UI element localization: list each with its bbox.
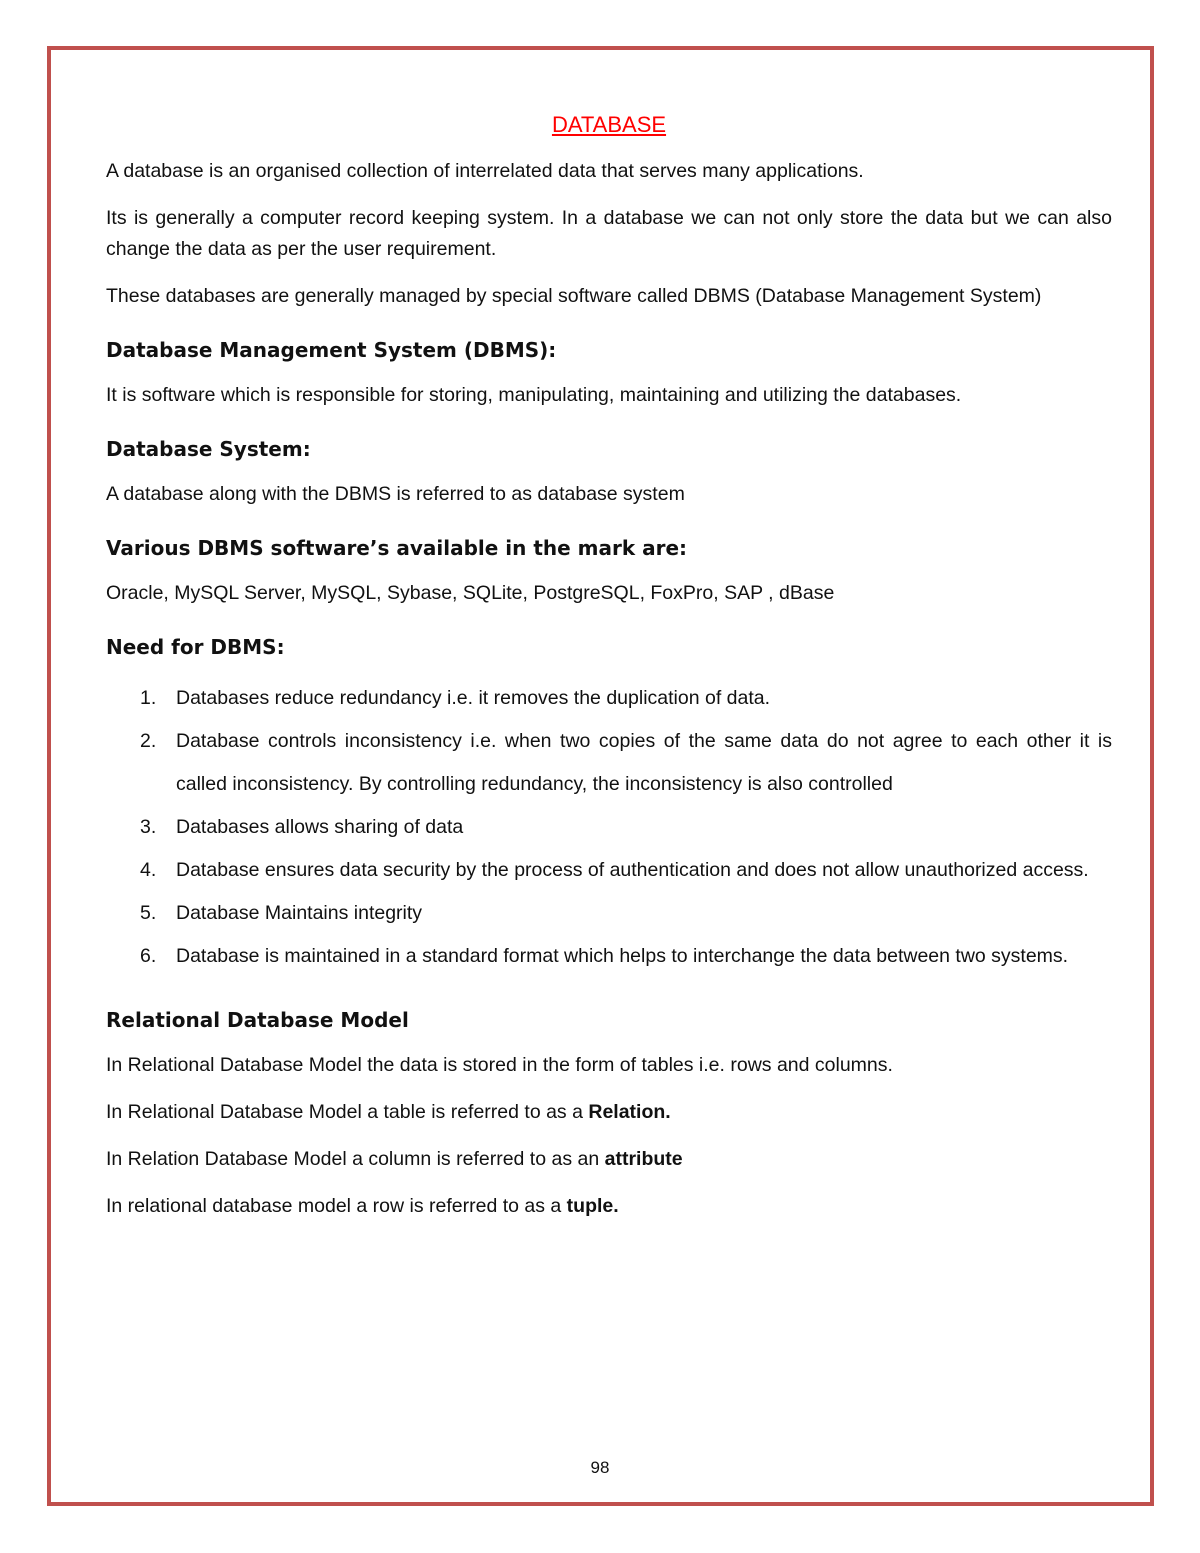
document-title: DATABASE	[551, 112, 667, 137]
relational-line-2-text: In Relational Database Model a table is referred to as a	[106, 1101, 589, 1123]
list-item-number: 1.	[140, 687, 157, 709]
list-item	[106, 720, 1112, 806]
relational-model-heading: Relational Database Model	[106, 1008, 409, 1032]
relational-line-4-text: In relational database model a row is referred to as a	[106, 1195, 567, 1217]
relation-term: Relation.	[588, 1101, 671, 1123]
relational-line-3	[106, 1144, 1112, 1175]
attribute-term: attribute	[604, 1148, 683, 1170]
list-item-number: 5.	[140, 902, 157, 924]
tuple-term: tuple.	[566, 1195, 619, 1217]
list-item	[106, 892, 1112, 935]
intro-paragraph-3: These databases are generally managed by special software called DBMS (Database Management System)	[106, 285, 1042, 307]
database-system-heading: Database System:	[106, 437, 311, 461]
list-item-text: Database ensures data security by the process of authentication and does not allow unauthorized access.	[176, 859, 1089, 881]
list-item	[106, 935, 1112, 978]
list-item-text: Database is maintained in a standard format which helps to interchange the data between two systems.	[176, 945, 1069, 967]
relational-line-3-text: In Relation Database Model a column is referred to as an	[106, 1148, 605, 1170]
dbms-software-heading: Various DBMS software’s available in the mark are:	[106, 536, 688, 560]
list-item	[106, 806, 1112, 849]
document-body	[106, 108, 1112, 1238]
list-item	[106, 677, 1112, 720]
list-item-number: 4.	[140, 859, 157, 881]
need-for-dbms-list	[106, 677, 1112, 978]
list-item-text: Databases allows sharing of data	[176, 816, 464, 838]
list-item-number: 6.	[140, 945, 157, 967]
list-item	[106, 849, 1112, 892]
intro-paragraph-2: Its is generally a computer record keeping system. In a database we can not only store the data but we can also change the data as per the user requirement.	[106, 207, 1112, 260]
list-item-number: 3.	[140, 816, 157, 838]
relational-line-1: In Relational Database Model the data is stored in the form of tables i.e. rows and columns.	[106, 1054, 893, 1076]
list-item-text: Database Maintains integrity	[176, 902, 423, 924]
page-number: 98	[590, 1458, 610, 1477]
dbms-heading: Database Management System (DBMS):	[106, 338, 557, 362]
database-system-definition: A database along with the DBMS is referred to as database system	[106, 483, 685, 505]
dbms-definition: It is software which is responsible for storing, manipulating, maintaining and utilizing the databases.	[106, 384, 962, 406]
list-item-text: Database controls inconsistency i.e. when two copies of the same data do not agree to each other it is called inconsistency. By controlling redundancy, the inconsistency is also controlled	[176, 730, 1112, 795]
intro-paragraph-1: A database is an organised collection of interrelated data that serves many applications.	[106, 160, 864, 182]
need-for-dbms-heading: Need for DBMS:	[106, 635, 285, 659]
list-item-number: 2.	[140, 730, 157, 752]
list-item-text: Databases reduce redundancy i.e. it removes the duplication of data.	[176, 687, 771, 709]
dbms-software-list: Oracle, MySQL Server, MySQL, Sybase, SQLite, PostgreSQL, FoxPro, SAP , dBase	[106, 582, 835, 604]
relational-line-2	[106, 1097, 1112, 1128]
relational-line-4	[106, 1191, 1112, 1222]
